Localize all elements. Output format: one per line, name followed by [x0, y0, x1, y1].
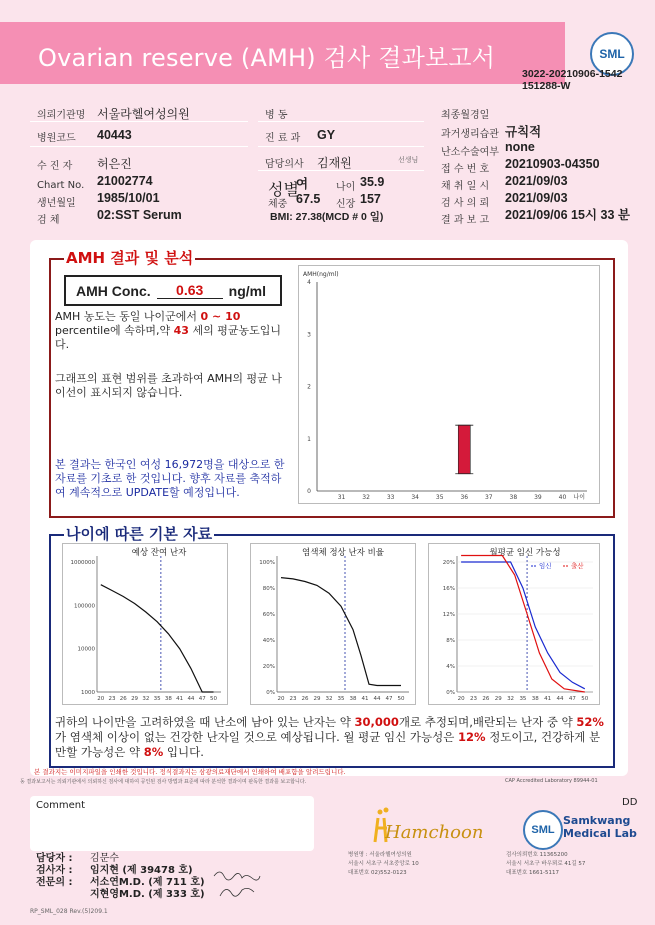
basic-summary: 귀하의 나이만을 고려하였을 때 난소에 남아 있는 난자는 약 30,000개로 추정되며,배란되는 난자 중 약 52%가 염색체 이상이 없는 건강한 난자일 것으로 예상됩니다. 월 평균 임신 가능성은 12% 정도이고, 건강하게 분만할 가능성은 약 8% 입니다. [55, 715, 604, 759]
request-value: 2021/09/03 [505, 191, 568, 205]
dept-value: GY [317, 128, 336, 142]
oocyte-chart-wrap [62, 543, 228, 703]
chart-value: 21002774 [97, 174, 153, 188]
x-tick-label: 41 [361, 696, 369, 702]
staff-block: 담당자 : 김문수 검사자 : 임지현 (제 39478 호) 전문의 : 서소연M.D. (제 711 호) 지현영M.D. (제 333 호) [36, 853, 205, 900]
x-tick-label: 32 [325, 696, 333, 702]
y-tick-label: 40% [262, 638, 275, 644]
ovop-value: none [505, 140, 535, 154]
amh-x-tick: 33 [386, 494, 395, 501]
x-tick-label: 29 [131, 696, 139, 702]
chart-title: 월평균 임신 가능성 [489, 548, 561, 558]
x-tick-label: 23 [108, 696, 116, 702]
x-tick-label: 50 [209, 696, 217, 702]
result-value: 2021/09/06 15시 33 분 [505, 208, 630, 222]
y-tick-label: 4% [446, 664, 455, 670]
pregnancy-chart-wrap [428, 543, 600, 703]
y-tick-label: 1000000 [70, 560, 95, 566]
y-tick-label: 20% [442, 560, 455, 566]
note-1: 본 결과지는 이미지파일을 인쇄한 것입니다. 정식결과지는 삼광의료재단에서 인쇄하여 배포함을 알려드립니다. [34, 768, 346, 776]
amh-paragraph-1: AMH 농도는 동일 나이군에서 0 ~ 10 percentile에 속하며,약 43 세의 평균농도입니다. [55, 310, 281, 351]
amh-y-tick: 0 [307, 488, 311, 495]
amh-x-tick: 40 [558, 494, 567, 501]
y-tick-label: 100000 [74, 603, 95, 610]
hospcode-label: 병원코드 [37, 133, 76, 144]
height-value: 157 [360, 192, 381, 206]
x-tick-label: 26 [482, 696, 490, 702]
normal-chromosome-chart [250, 543, 416, 705]
amh-paragraph-2: 그래프의 표현 범위를 초과하여 AMH의 평균 나이선이 표시되지 않습니다. [55, 372, 282, 399]
amh-y-tick: 1 [307, 435, 311, 443]
age-label: 나이 [336, 182, 356, 193]
amh-y-tick: 3 [307, 331, 311, 339]
specimen-value: 02:SST Serum [97, 208, 182, 222]
hospital-value: 서울라헬여성의원 [97, 107, 190, 121]
y-tick-label: 20% [262, 664, 275, 670]
comment-label: Comment [36, 800, 85, 811]
pregnancy-chart [428, 543, 600, 705]
x-tick-label: 35 [153, 696, 161, 702]
amh-x-tick: 39 [534, 494, 542, 501]
x-tick-label: 44 [556, 696, 564, 702]
sml-footer-logo: SML [523, 810, 563, 850]
amh-x-tick: 32 [362, 494, 370, 501]
sml-address: 검사의뢰번호 11365200 서울시 서초구 바우뫼로 41길 57 대표번호 1661-5117 [506, 852, 586, 876]
x-tick-label: 26 [301, 696, 309, 702]
cycle-label: 과거생리습관 [441, 129, 499, 140]
dept-label: 진 료 과 [265, 133, 301, 144]
ward-label: 병 동 [265, 110, 288, 121]
collect-value: 2021/09/03 [505, 174, 568, 188]
height-label: 신장 [336, 199, 356, 210]
x-tick-label: 38 [164, 696, 172, 702]
y-tick-label: 0% [446, 690, 455, 696]
remaining-oocyte-chart [62, 543, 228, 705]
chart-title: 예상 잔여 난자 [131, 548, 187, 558]
signature-images [212, 866, 272, 904]
doctor-suffix: 선생님 [398, 156, 419, 164]
x-tick-label: 47 [568, 696, 576, 702]
specimen-label: 검 체 [37, 215, 60, 226]
patient-label: 수 진 자 [37, 161, 73, 172]
y-tick-label: 60% [262, 612, 275, 618]
sex-value: 여 [296, 177, 309, 191]
divider [30, 146, 248, 147]
y-tick-label: 0% [266, 690, 275, 696]
series-line [281, 578, 401, 686]
x-tick-label: 47 [198, 696, 206, 702]
divider [258, 146, 424, 147]
dob-value: 1985/10/01 [97, 191, 160, 205]
x-tick-label: 50 [581, 696, 589, 702]
hamchoon-address: 병원명 : 서울라헬여성의원 서울시 서초구 서초중앙로 10 대표번호 02)552-0123 [348, 852, 419, 876]
weight-value: 67.5 [296, 192, 321, 206]
y-tick-label: 10000 [77, 646, 95, 653]
y-tick-label: 16% [442, 586, 455, 592]
bmi-value: BMI: 27.38(MCD # 0 일) [270, 211, 384, 223]
x-tick-label: 35 [519, 696, 527, 702]
y-tick-label: 1000 [81, 690, 95, 696]
y-tick-label: 100% [259, 560, 275, 566]
x-tick-label: 26 [119, 696, 127, 702]
x-tick-label: 41 [544, 696, 552, 702]
hospital-row: 의뢰기관명 [37, 110, 86, 121]
x-tick-label: 35 [337, 696, 345, 702]
page-title: Ovarian reserve (AMH) 검사 결과보고서 [38, 44, 496, 72]
legend-label: 출산 [571, 562, 584, 570]
chart-title: 염색체 정상 난자 비율 [301, 548, 385, 558]
amh-x-tick: 34 [411, 494, 420, 501]
amh-chart-ylabel: AMH(ng/ml) [303, 271, 339, 278]
patient-value: 허은진 [97, 157, 132, 171]
series-line [461, 556, 585, 693]
amh-paragraph-3: 본 결과는 한국인 여성 16,972명을 대상으로 한 자료를 기초로 한 것입니다. 향후 자료를 축적하여 계속적으로 UPDATE할 예정입니다. [55, 458, 285, 499]
request-label: 검 사 의 뢰 [441, 198, 490, 209]
report-number: 3022-20210906-1542 151288-W [522, 68, 623, 92]
comment-box [30, 796, 314, 851]
amh-conc-unit: ng/ml [228, 282, 267, 299]
weight-label: 체중 [268, 199, 288, 210]
form-number: RP_SML_028 Rev.(5)209.1 [30, 908, 108, 915]
doctor-value: 김재원 [317, 156, 352, 170]
result-label: 결 과 보 고 [441, 215, 490, 226]
series-line [101, 585, 214, 692]
cycle-value: 규칙적 [505, 125, 542, 139]
x-tick-label: 32 [507, 696, 515, 702]
x-tick-label: 23 [469, 696, 477, 702]
x-tick-label: 20 [97, 696, 105, 702]
amh-y-tick: 4 [307, 279, 311, 286]
x-tick-label: 44 [373, 696, 381, 702]
cap-note: CAP Accredited Laboratory 89944-01 [505, 778, 598, 784]
x-tick-label: 23 [289, 696, 297, 702]
x-tick-label: 29 [494, 696, 502, 702]
y-tick-label: 80% [262, 586, 275, 592]
legend-label: 임신 [539, 562, 552, 570]
collect-label: 채 취 일 시 [441, 181, 490, 192]
hamchoon-name: Hamchoon [385, 822, 484, 843]
y-tick-label: 12% [442, 612, 455, 618]
amh-section-title: AMH 결과 및 분석 [66, 249, 194, 267]
x-tick-label: 41 [176, 696, 184, 702]
x-tick-label: 29 [313, 696, 321, 702]
hospcode-value: 40443 [97, 128, 132, 142]
x-tick-label: 20 [277, 696, 285, 702]
chart-label: Chart No. [37, 180, 85, 191]
ovop-label: 난소수술여부 [441, 147, 499, 158]
amh-x-tick: 35 [435, 494, 444, 501]
note-2: 동 결과보고서는 의뢰기관에서 의뢰하신 검사에 대하여 공인된 검사 방법과 표준에 따라 분석한 결과이며 판독한 결과를 보고합니다. [20, 779, 307, 785]
divider [258, 121, 424, 122]
basic-section-title: 나이에 따른 기본 자료 [66, 525, 213, 543]
dob-label: 생년월일 [37, 198, 76, 209]
doctor-label: 담당의사 [265, 159, 304, 170]
amh-x-tick: 31 [337, 494, 346, 501]
amh-x-tick: 36 [460, 494, 469, 501]
amh-chart [298, 265, 600, 504]
amh-conc-label: AMH Conc. [76, 282, 151, 299]
divider [30, 121, 248, 122]
amh-range-bar [458, 425, 470, 474]
normal-chromosome-chart-wrap [250, 543, 416, 703]
amh-y-tick: 2 [307, 383, 311, 391]
sml-logo: SML [590, 32, 634, 76]
x-tick-label: 20 [457, 696, 465, 702]
x-tick-label: 38 [349, 696, 357, 702]
lmp-label: 최종월경일 [441, 110, 490, 121]
accno-label: 접 수 번 호 [441, 164, 490, 175]
x-tick-label: 32 [142, 696, 150, 702]
amh-chart-xlabel: 나이 [573, 494, 585, 501]
sml-name: Samkwang Medical Lab [563, 814, 637, 840]
dd-mark: DD [622, 797, 638, 808]
x-tick-label: 47 [385, 696, 393, 702]
x-tick-label: 50 [397, 696, 405, 702]
amh-conc-box [64, 275, 282, 306]
divider [258, 170, 424, 171]
x-tick-label: 44 [187, 696, 195, 702]
y-tick-label: 8% [446, 638, 455, 644]
amh-x-tick: 37 [484, 494, 493, 501]
series-line [461, 562, 585, 689]
accno-value: 20210903-04350 [505, 157, 600, 171]
x-tick-label: 38 [531, 696, 539, 702]
amh-x-tick: 38 [509, 494, 518, 501]
amh-conc-value: 0.63 [157, 283, 223, 299]
age-value: 35.9 [360, 175, 385, 189]
sex-label: 성별 [268, 180, 299, 199]
